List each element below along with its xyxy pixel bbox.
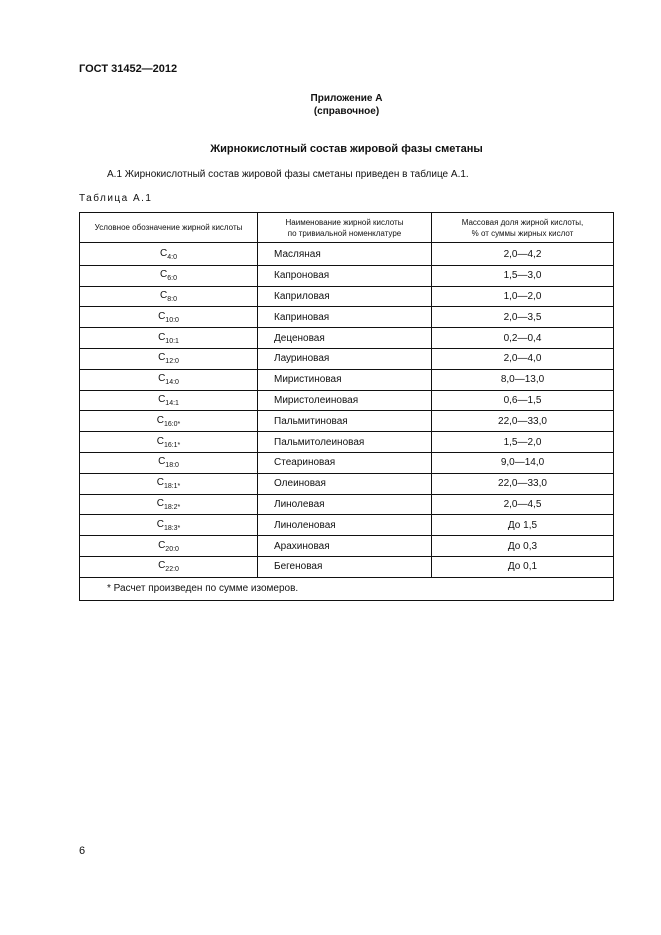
code-base: C	[158, 331, 166, 343]
cell-code	[80, 348, 258, 369]
code-subscript: 18:1*	[163, 483, 181, 491]
header-name-text: Наименование жирной кислоты по тривиальной номенклатуре	[285, 217, 404, 238]
cell-name: Пальмитиновая	[258, 411, 432, 432]
table-row	[80, 348, 614, 369]
code-subscript: 18:0	[165, 462, 179, 470]
cell-code	[80, 265, 258, 286]
cell-code	[80, 411, 258, 432]
table-row	[80, 494, 614, 515]
code-base: C	[156, 435, 164, 447]
code-base: C	[158, 310, 166, 322]
code-base: C	[158, 539, 166, 551]
code-subscript: 18:3*	[163, 524, 181, 532]
cell-name: Каприновая	[258, 307, 432, 328]
cell-name: Линолевая	[258, 494, 432, 515]
cell-value: 2,0—4,2	[432, 243, 614, 266]
code-base: C	[158, 352, 166, 364]
cell-code	[80, 369, 258, 390]
cell-code	[80, 328, 258, 349]
cell-value: До 1,5	[432, 515, 614, 536]
cell-code	[80, 307, 258, 328]
cell-name: Пальмитолеиновая	[258, 432, 432, 453]
cell-code	[80, 432, 258, 453]
cell-name: Деценовая	[258, 328, 432, 349]
header-value	[432, 213, 614, 243]
cell-name: Капроновая	[258, 265, 432, 286]
cell-code	[80, 494, 258, 515]
cell-value: 9,0—14,0	[432, 452, 614, 473]
section-title: Жирнокислотный состав жировой фазы сметаны	[210, 143, 483, 155]
code-subscript: 6:0	[167, 275, 177, 283]
table-row	[80, 556, 614, 577]
cell-name: Миристиновая	[258, 369, 432, 390]
code-base: C	[156, 497, 164, 509]
table-row	[80, 536, 614, 557]
footnote: * Расчет произведен по сумме изомеров.	[80, 577, 614, 600]
cell-name: Линоленовая	[258, 515, 432, 536]
header-value-text: Массовая доля жирной кислоты, % от суммы жирных кислот	[461, 217, 584, 238]
cell-value: 1,5—3,0	[432, 265, 614, 286]
code-subscript: 22:0	[165, 566, 179, 574]
table-row	[80, 369, 614, 390]
code-subscript: 8:0	[167, 295, 177, 303]
cell-name: Масляная	[258, 243, 432, 266]
code-base: C	[160, 289, 168, 301]
code-base: C	[158, 560, 166, 572]
cell-code	[80, 515, 258, 536]
code-subscript: 4:0	[167, 254, 177, 262]
cell-name: Каприловая	[258, 286, 432, 307]
cell-code	[80, 452, 258, 473]
appendix-type: (справочное)	[313, 106, 380, 117]
cell-value: 22,0—33,0	[432, 411, 614, 432]
table-row	[80, 390, 614, 411]
header-name	[258, 213, 432, 243]
cell-value: До 0,3	[432, 536, 614, 557]
table-header-row	[80, 213, 614, 243]
code-base: C	[160, 248, 168, 260]
header-code-text: Условное обозначение жирной кислоты	[94, 223, 243, 232]
cell-value: 2,0—4,5	[432, 494, 614, 515]
appendix-title: Приложение А	[310, 93, 383, 104]
table-row	[80, 432, 614, 453]
table-row	[80, 243, 614, 266]
code-base: C	[160, 269, 168, 281]
table-row	[80, 328, 614, 349]
table-row	[80, 286, 614, 307]
cell-value: 2,0—3,5	[432, 307, 614, 328]
cell-value: 1,0—2,0	[432, 286, 614, 307]
code-subscript: 12:0	[165, 358, 179, 366]
cell-value: 8,0—13,0	[432, 369, 614, 390]
cell-value: 0,6—1,5	[432, 390, 614, 411]
code-base: C	[156, 414, 164, 426]
cell-code	[80, 473, 258, 494]
table-row	[80, 452, 614, 473]
cell-code	[80, 286, 258, 307]
cell-name: Арахиновая	[258, 536, 432, 557]
intro-paragraph: А.1 Жирнокислотный состав жировой фазы сметаны приведен в таблице А.1.	[107, 169, 469, 180]
table-row	[80, 307, 614, 328]
header-code	[80, 213, 258, 243]
code-base: C	[156, 477, 164, 489]
code-base: C	[158, 456, 166, 468]
code-subscript: 10:0	[165, 316, 179, 324]
cell-name: Лауриновая	[258, 348, 432, 369]
cell-name: Миристолеиновая	[258, 390, 432, 411]
table-caption: Таблица А.1	[79, 193, 153, 204]
table-row	[80, 515, 614, 536]
code-base: C	[158, 373, 166, 385]
table-row	[80, 265, 614, 286]
code-subscript: 18:2*	[163, 503, 181, 511]
code-subscript: 16:1*	[163, 441, 181, 449]
cell-value: 22,0—33,0	[432, 473, 614, 494]
cell-value: 1,5—2,0	[432, 432, 614, 453]
code-base: C	[156, 518, 164, 530]
page-number: 6	[79, 845, 86, 857]
cell-code	[80, 390, 258, 411]
code-subscript: 16:0*	[163, 420, 181, 428]
cell-value: 2,0—4,0	[432, 348, 614, 369]
cell-value: 0,2—0,4	[432, 328, 614, 349]
table-body	[80, 243, 614, 578]
code-subscript: 10:1	[165, 337, 179, 345]
cell-value: До 0,1	[432, 556, 614, 577]
fatty-acid-table	[79, 212, 614, 601]
code-base: C	[158, 393, 166, 405]
table-row	[80, 473, 614, 494]
code-subscript: 14:1	[165, 399, 179, 407]
cell-code	[80, 556, 258, 577]
table-row	[80, 411, 614, 432]
code-subscript: 14:0	[165, 379, 179, 387]
cell-name: Олеиновая	[258, 473, 432, 494]
cell-name: Стеариновая	[258, 452, 432, 473]
cell-code	[80, 536, 258, 557]
code-subscript: 20:0	[165, 545, 179, 553]
cell-code	[80, 243, 258, 266]
document-header: ГОСТ 31452—2012	[79, 63, 178, 75]
cell-name: Бегеновая	[258, 556, 432, 577]
footnote-row	[80, 577, 614, 600]
